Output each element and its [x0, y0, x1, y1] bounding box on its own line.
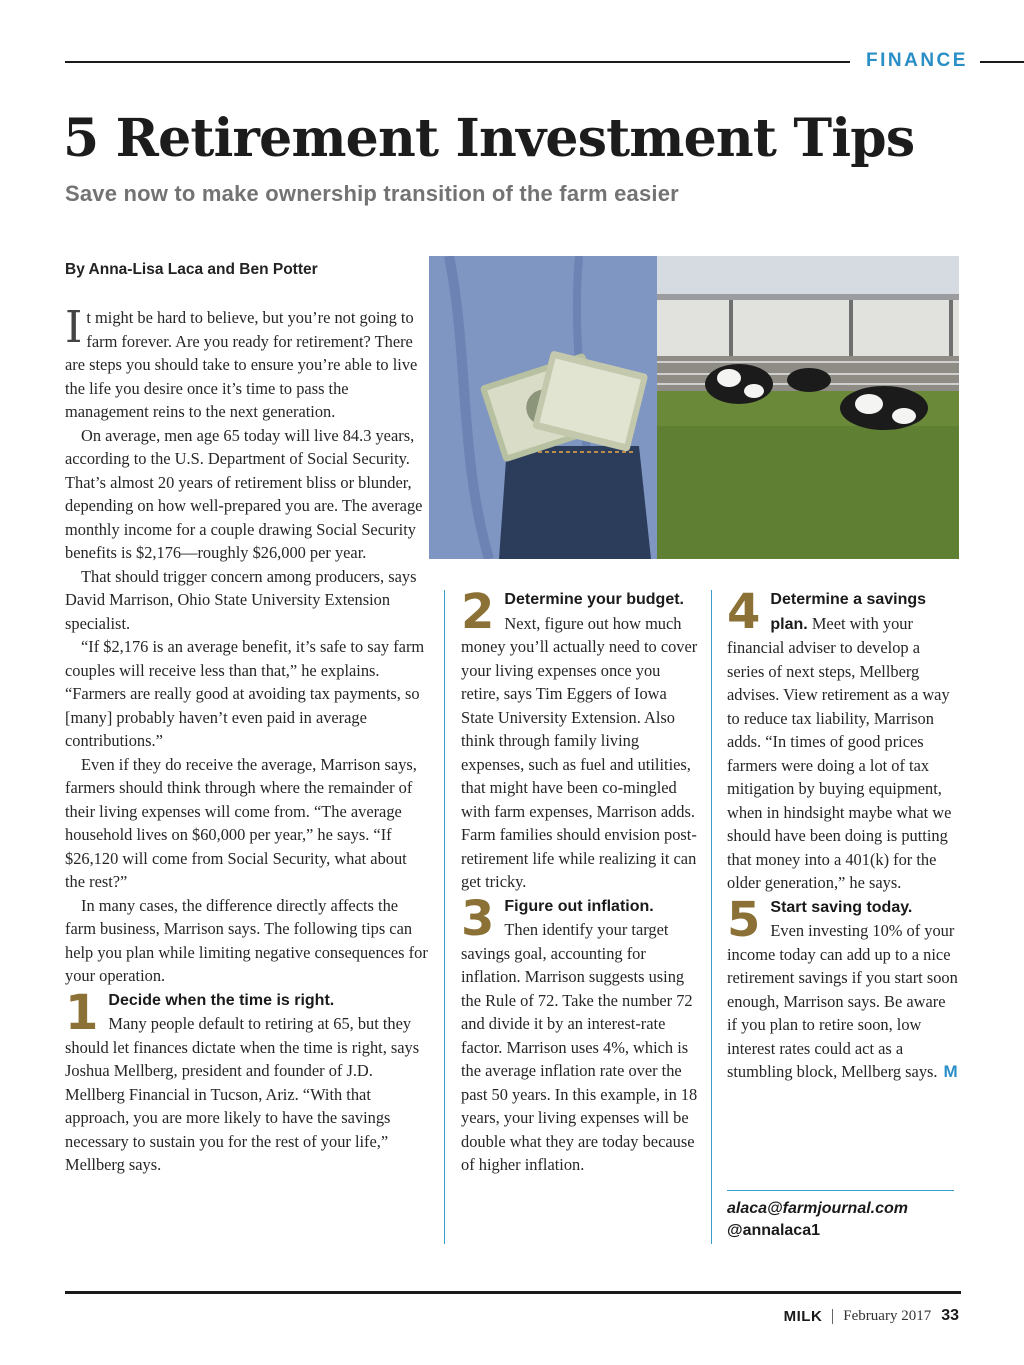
intro-paragraph-2: On average, men age 65 today will live 84.3 years, according to the U.S. Department of Social Security. That’s almost 20 years of retirement bliss or blunder, depending on how well-prepared you are. The average monthly income for a couple drawing Social Security benefits is $2,176—roughly $26,000 per year. [65, 425, 423, 562]
bottom-rule [65, 1291, 961, 1294]
tip-3 [461, 890, 701, 1177]
intro-column [65, 302, 430, 1177]
tip-1 [65, 984, 430, 1177]
intro-paragraph-5: Even if they do receive the average, Marrison says, farmers should think through where the remainder of their living expenses will come from. “The average household lives on $60,000 per year,” he says. “If $26,120 will come from Social Security, what about the rest?” [65, 754, 417, 891]
page-footer [784, 1307, 959, 1325]
tip-number: 2 [461, 584, 495, 640]
tip-2 [461, 584, 701, 894]
tip-title: Start saving today. [770, 898, 913, 916]
page-number: 33 [941, 1307, 959, 1324]
tip-number: 5 [727, 891, 761, 948]
column-divider [444, 590, 445, 1244]
tip-body: Next, figure out how much money you’ll actually need to cover your living expenses once you retire, says Tim Eggers of Iowa State University Extension. Also think through family living expenses, such as fuel and utilities, that might have been co-mingled with farm expenses, Marrison adds. Farm families should envision post-retirement life while realizing it can get tricky. [461, 613, 698, 891]
tip-body: Then identify your target savings goal, accounting for inflation. Marrison suggests using the Rule of 72. Take the number 72 and divide it by an interest-rate factor. Marrison uses 4%, which is the average inflation rate over the past 50 years. In this example, in 18 years, your living expenses will be double what they are today because of higher inflation. [461, 920, 698, 1174]
author-email-link[interactable]: alaca@farmjournal.com [727, 1200, 908, 1217]
intro-paragraph-3: That should trigger concern among producers, says David Marrison, Ohio State University Extension specialist. [65, 566, 417, 633]
tip-title: Determine a savings plan. [770, 591, 927, 633]
footer-separator [832, 1309, 833, 1324]
byline: By Anna-Lisa Laca and Ben Potter [65, 261, 318, 278]
contact-divider [727, 1190, 954, 1191]
drop-cap: I [65, 302, 83, 353]
article-subhead: Save now to make ownership transition of the farm easier [65, 181, 679, 206]
column-divider [711, 590, 712, 1244]
author-social-handle[interactable]: @annalaca1 [727, 1222, 820, 1239]
tip-5 [727, 891, 959, 1084]
tip-title: Decide when the time is right. [108, 991, 335, 1009]
tip-body: Many people default to retiring at 65, but they should let finances dictate when the time is right, says Joshua Mellberg, president and founder of J.D. Mellberg Financial in Tucson, Ariz. “With that approach, you are more likely to have the savings necessary to sustain you for the rest of your life,” Mellberg says. [65, 1014, 420, 1174]
tip-body: Even investing 10% of your income today can add up to a nice retirement savings if you start soon enough, Marrison says. Be aware if you plan to retire soon, low interest rates could act as a stumbling block, Mellberg says. [727, 921, 958, 1081]
tip-number: 1 [65, 984, 99, 1041]
top-rule-right [980, 61, 1024, 63]
tips-column-2 [461, 584, 701, 1177]
end-mark-icon: M [943, 1062, 958, 1081]
tips-column-3 [727, 584, 959, 1084]
money-in-back-pocket-with-dairy-cows-image [429, 256, 959, 559]
tip-title: Determine your budget. [504, 591, 684, 608]
tip-number: 3 [461, 890, 495, 947]
intro-paragraph-4: “If $2,176 is an average benefit, it’s safe to say farm couples will receive less than that,” he explains. “Farmers are really good at avoiding tax payments, so [many] probably haven’t even paid in average contributions.” [65, 637, 425, 750]
tip-title: Figure out inflation. [504, 897, 654, 915]
intro-paragraph-1: It might be hard to believe, but you’re not going to farm forever. Are you ready for retirement? There are steps you should take to ensure you’re able to live the life you desire once it’s time to pass the management reins to the next generation. [65, 302, 418, 421]
issue-date: February 2017 [843, 1307, 932, 1324]
tip-number: 4 [727, 584, 761, 640]
magazine-logo: MILK [783, 1307, 823, 1325]
section-label: FINANCE [866, 50, 968, 71]
tip-body: Meet with your financial adviser to develop a series of next steps, Mellberg advises. View retirement as a way to reduce tax liability, Marrison adds. “In times of good prices farmers were doing a lot of tax mitigation by buying equipment, when in hindsight maybe what we should have been doing is putting that money into a 401(k) for the older generation,” he says. [727, 613, 952, 892]
top-rule [65, 61, 850, 63]
tip-4 [727, 584, 959, 895]
article-headline: 5 Retirement Investment Tips [63, 108, 915, 169]
intro-paragraph-6: In many cases, the difference directly affects the farm business, Marrison says. The following tips can help you plan while limiting negative consequences for your operation. [65, 895, 428, 985]
author-contact [727, 1198, 908, 1242]
